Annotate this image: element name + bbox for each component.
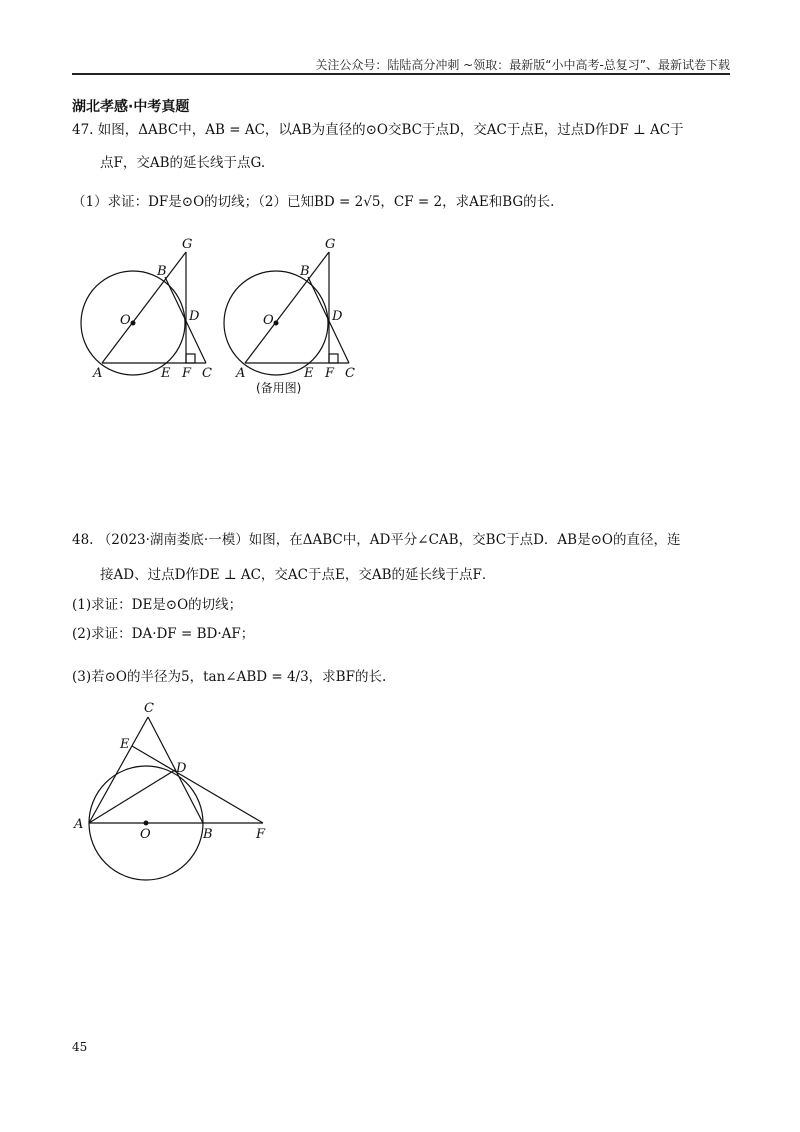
label-e: E — [161, 366, 171, 381]
label-o: O — [120, 313, 131, 328]
label-b: B — [203, 827, 213, 842]
problem-47-line-2: 点F，交AB的延长线于点G. — [100, 155, 266, 171]
problem-48-line-2: 接AD、过点D作DE ⊥ AC，交AC于点E，交AB的延长线于点F． — [100, 567, 496, 583]
label-c: C — [144, 701, 154, 716]
backup-label-e: E — [304, 366, 314, 381]
backup-label-a: A — [236, 366, 246, 381]
label-f: F — [256, 827, 266, 842]
backup-label-f: F — [325, 366, 335, 381]
figure-48-main — [89, 717, 263, 880]
backup-segment-ag — [245, 252, 329, 363]
label-o: O — [140, 827, 151, 842]
page-header: 关注公众号：陆陆高分冲刺 ~领取：最新版“小中高考-总复习”、最新试卷下载 — [315, 58, 730, 72]
backup-label-g: G — [325, 237, 336, 252]
backup-right-angle-mark — [329, 354, 338, 363]
figure-47-main — [81, 252, 206, 375]
backup-label-d: D — [332, 309, 343, 324]
backup-center-o-dot — [274, 321, 279, 326]
center-o-dot — [144, 821, 149, 826]
label-a: A — [74, 817, 84, 832]
backup-label-o: O — [263, 313, 274, 328]
label-f: F — [182, 366, 192, 381]
label-e: E — [120, 737, 130, 752]
figure-47-backup — [224, 252, 349, 375]
problem-48-figure — [70, 700, 290, 890]
segment-ac — [89, 717, 148, 823]
problem-47-line-1: 47. 如图，ΔABC中，AB = AC，以AB为直径的⊙O交BC于点D，交AC于点E，过点D作DF ⊥ AC于 — [72, 122, 684, 138]
page-number: 45 — [72, 1040, 88, 1054]
backup-label-c: C — [345, 366, 355, 381]
backup-label-b: B — [300, 264, 310, 279]
problem-47-line-3: （1）求证：DF是⊙O的切线；（2）已知BD = 2√5，CF = 2，求AE和BG的长. — [72, 194, 555, 210]
label-c: C — [202, 366, 212, 381]
label-g: G — [182, 237, 193, 252]
label-b: B — [157, 264, 167, 279]
problem-48-part-2: (2)求证：DA·DF = BD·AF； — [72, 626, 255, 642]
label-d: D — [189, 309, 200, 324]
center-o-dot — [131, 321, 136, 326]
segment-ag — [102, 252, 186, 363]
segment-ad — [89, 770, 175, 823]
right-angle-mark — [186, 354, 195, 363]
section-title: 湖北孝感·中考真题 — [72, 99, 190, 115]
label-a: A — [93, 366, 103, 381]
header-divider — [72, 73, 730, 75]
backup-figure-caption: (备用图) — [256, 381, 302, 395]
problem-47-figure — [80, 232, 380, 402]
problem-48-part-3: (3)若⊙O的半径为5，tan∠ABD = 4/3，求BF的长. — [72, 669, 387, 685]
label-d: D — [176, 761, 187, 776]
problem-48-part-1: (1)求证：DE是⊙O的切线； — [72, 597, 243, 613]
problem-48-line-1: 48. （2023·湖南娄底·一模）如图，在ΔABC中，AD平分∠CAB，交BC于点D．AB是⊙O的直径，连 — [72, 532, 681, 548]
